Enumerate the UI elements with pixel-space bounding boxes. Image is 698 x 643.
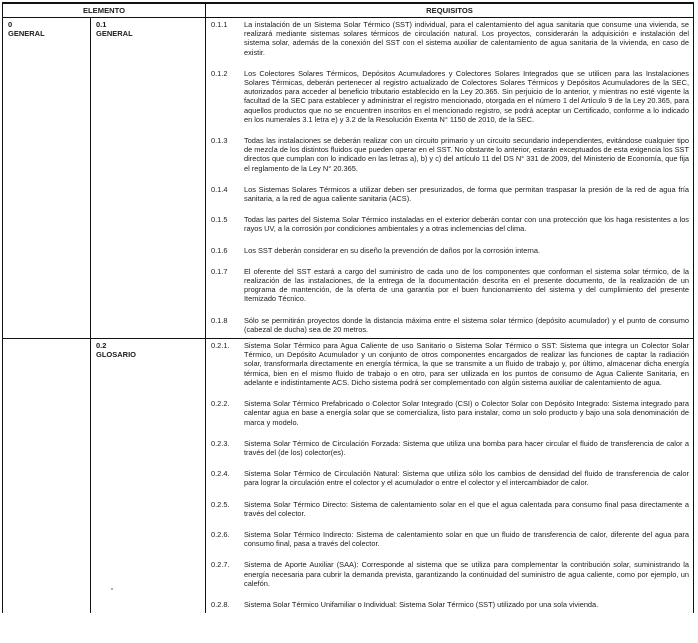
requirement-number: 0.1.2 [211,68,228,78]
subsection-label: GENERAL [96,29,133,39]
subsection-code: 0.1 [96,20,107,29]
requirement-text: Todas las partes del Sistema Solar Térmico instaladas en el exterior deberán contar con una protección que los haga resistentes a los rayos UV, a la corrosión por condiciones ambientales y a otras inclemencias del clima. [244,215,689,234]
requirement-text: Sistema Solar Térmico Indirecto: Sistema de calentamiento solar en que un fluido de transferencia de calor, diferente del agua para consumo final, pasa a través del colector. [244,529,689,549]
subsection-code: 0.2 [96,341,107,351]
requirement-item [211,469,689,487]
section-row-01 [3,18,693,339]
requirement-item [211,267,689,304]
requirement-number: 0.2.2. [211,399,230,409]
requirement-number: 0.2.5. [211,499,230,509]
header-requisitos: REQUISITOS [426,6,473,15]
element-label: GENERAL [8,29,45,39]
subsection-col [91,339,206,613]
requirement-item [211,560,689,588]
element-col [3,18,91,338]
requirement-text: Los Sistemas Solares Térmicos a utilizar deben ser presurizados, de forma que permitan traspasar la presión de la red de agua fría sanitaria, a la red de agua caliente sanitaria (ACS). [244,184,689,204]
requisitos-col [206,339,693,613]
subsection-col [91,18,206,338]
table-header-row [3,4,693,18]
requirement-item [211,20,689,57]
requirement-text: Sólo se permitirán proyectos donde la distancia máxima entre el sistema solar térmico (depósito acumulador) y el punto de consumo (cabezal de ducha) sea de 20 metros. [244,315,689,334]
requirement-number: 0.1.8 [211,315,228,325]
requirement-item [211,500,689,518]
requisitos-col [206,18,693,338]
requirement-number: 0.1.3 [211,136,228,146]
requirement-text: Sistema Solar Térmico de Circulación Natural: Sistema que utiliza sólo los cambios de densidad del fluido de transferencia de calor para lograr la circulación entre el colector y el acumulador o entre el colector y el intercambiador de calor. [244,469,689,488]
requirement-number: 0.2.8. [211,599,230,609]
requirement-item [211,341,689,387]
requirement-number: 0.1.4 [211,184,228,194]
requirement-text: Sistema Solar Térmico Prefabricado o Colector Solar Integrado (CSI) o Colector Solar con Depósito Integrado: Sistema integrado para calentar agua en base a energía solar que se comercializa, listo para instalar, como un solo producto y bajo una sola denominación de marca y modelo. [244,399,689,427]
requirement-number: 0.2.7. [211,560,230,570]
requirement-text: Todas las instalaciones se deberán realizar con un circuito primario y un circuito secundario independientes, evitándose cualquier tipo de mezcla de los distintos fluidos que pueden operar en el SST. No obstante lo anterior, estarán exceptuados de esta exigencia los SST directos que cumplan con lo indicado en las letras a), b) y c) del artículo 11 del DS N° 331 de 2009, del Ministerio de Economía, que fija el reglamento de la Ley N° 20.365. [244,136,689,173]
scan-artifact-dot [111,588,113,590]
requirement-number: 0.1.7 [211,266,228,276]
requirement-item [211,185,689,203]
requirement-number: 0.2.1. [211,341,230,351]
requirement-number: 0.2.4. [211,469,230,479]
requirement-item [211,399,689,427]
section-row-02 [3,339,693,613]
requirement-item [211,600,689,609]
requirement-number: 0.1.1 [211,20,228,29]
element-col [3,339,91,613]
element-code: 0 [8,20,13,29]
requirement-item [211,136,689,173]
requirement-text: Sistema de Aporte Auxiliar (SAA): Corresponde al sistema que se utiliza para complementar la contribución solar, suministrando la energía necesaria para cubrir la demanda prevista, garantizando la continuidad del suministro de agua caliente, como por ejemplo, un calefón. [244,560,689,588]
requirement-text: Los SST deberán considerar en su diseño la prevención de daños por la corrosión interna. [244,245,541,255]
requirement-item [211,69,689,124]
requirement-item [211,316,689,334]
requirement-number: 0.1.5 [211,215,228,225]
requirement-text: Sistema Solar Térmico para Agua Caliente de uso Sanitario o Sistema Solar Térmico o SST: Sistema que integra un Colector Solar Térmico, un Depósito Acumulador y un conjunto de otros componentes encargados de realizar las funciones de captar la radiación solar, transformarla directamente en energía térmica, la que se transmite a un fluido de trabajo y, por último, almacenar dicha energía térmica, bien en el mismo fluido de trabajo o en otro, para ser utilizada en los puntos de consumo de Agua Caliente Sanitaria, en adelante e indistintamente ACS. Dicho sistema podrá ser complementado con algún sistema auxiliar de calentamiento de agua. [244,341,689,387]
requirement-text: Los Colectores Solares Térmicos, Depósitos Acumuladores y Colectores Solares Integrados que se utilicen para las Instalaciones Solares Térmicas, deberán pertenecer al registro actualizado de Colectores Solares Térmicos y Depósitos Acumuladores de la SEC, autorizados para acceder al beneficio tributario establecido en la Ley 20.365. Sin perjuicio de lo anterior, y mientras no esté vigente la facultad de la SEC para establecer y administrar el registro mencionado, otorgada en el número 1 del Artículo 9 de la Ley 20.365, para aquellos productos que no se encuentren inscritos en el mencionado registro, se podrá aceptar un Certificado, conforme a lo indicado en los numerales 3.1 letra e) y 3.2 de la Resolución Exenta N° 1150 de 2010, de la SEC. [244,68,689,124]
requirement-number: 0.2.6. [211,529,230,539]
requirement-item [211,439,689,457]
doc-table [2,2,694,613]
header-elemento: ELEMENTO [3,4,206,17]
requirement-text: Sistema Solar Térmico de Circulación Forzada: Sistema que utiliza una bomba para hacer circular el fluido de transferencia de calor a través del (de los) colector(es). [244,438,689,457]
requirement-item [211,530,689,548]
requirement-text: El oferente del SST estará a cargo del suministro de cada uno de los componentes que conforman el sistema solar térmico, de la realización de las instalaciones, de la entrega de la documentación descrita en el presente documento, de la realización de un programa de mantención, de la oferta de una garantía por el buen funcionamiento del sistema y del cumplimiento del presente Itemizado Técnico. [244,266,689,304]
subsection-label: GLOSARIO [96,350,137,360]
requirement-number: 0.2.3. [211,438,230,448]
requirement-item [211,246,689,255]
requirement-text: La instalación de un Sistema Solar Térmico (SST) individual, para el calentamiento del agua sanitaria que consume una vivienda, se realizará mediante sistemas solares térmicos de circulación natural. Los proyectos, considerarán la adquisición e instalación del sistema solar, además de la conexión del SST con el sistema auxiliar de calentamiento de agua sanitaria de la vivienda, en caso de existir. [244,20,689,57]
requirement-text: Sistema Solar Térmico Unifamiliar o Individual: Sistema Solar Térmico (SST) utilizado por una sola vivienda. [244,599,599,609]
requirement-item [211,215,689,233]
requirement-text: Sistema Solar Térmico Directo: Sistema de calentamiento solar en el que el agua calentada para consumo final pasa directamente a través del colector. [244,499,689,518]
requirement-number: 0.1.6 [211,245,228,255]
